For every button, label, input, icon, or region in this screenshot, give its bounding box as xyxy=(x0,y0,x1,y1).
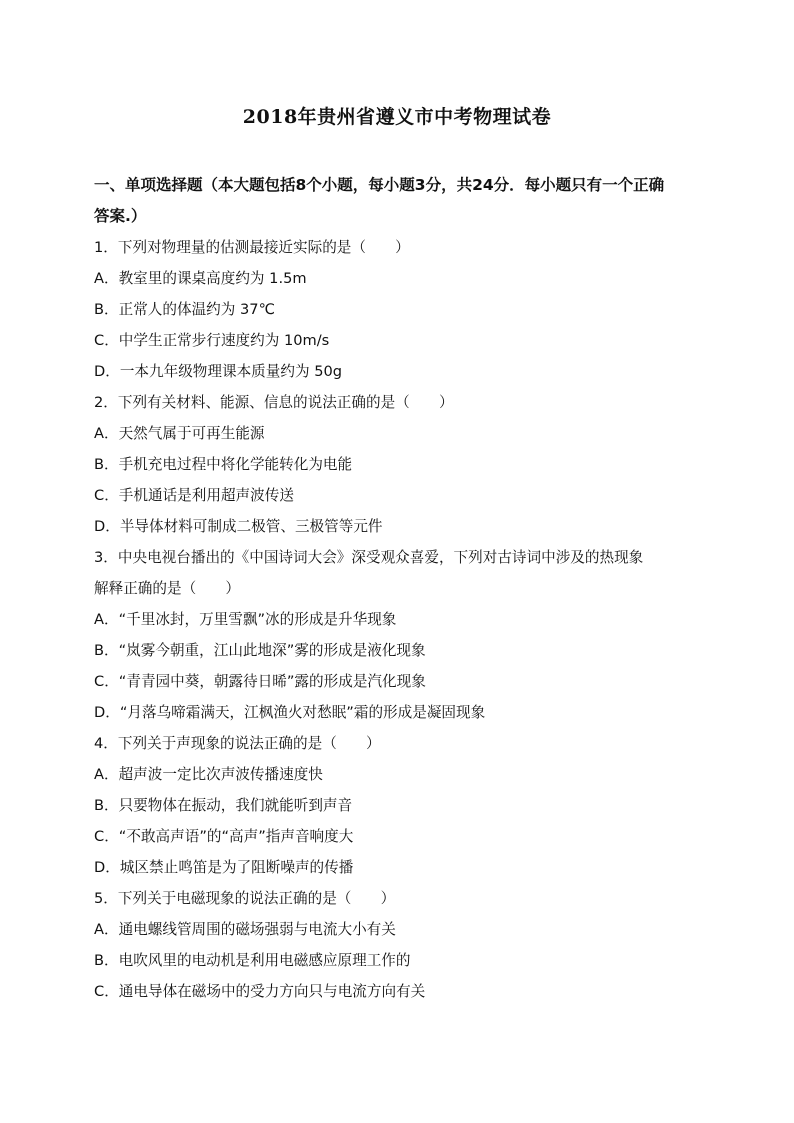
question-3-option-d: D．“月落乌啼霜满天，江枫渔火对愁眠”霜的形成是凝固现象 xyxy=(94,704,486,721)
question-4-option-c: C．“不敢高声语”的“高声”指声音响度大 xyxy=(94,828,354,845)
question-3-option-b: B．“岚雾今朝重，江山此地深”雾的形成是液化现象 xyxy=(94,642,426,659)
question-5-option-a: A．通电螺线管周围的磁场强弱与电流大小有关 xyxy=(94,921,396,938)
question-4-option-d: D．城区禁止鸣笛是为了阻断噪声的传播 xyxy=(94,859,354,876)
question-3-stem-line-1: 3．中央电视台播出的《中国诗词大会》深受观众喜爱，下列对古诗词中涉及的热现象 xyxy=(94,549,644,566)
question-3-stem-line-2: 解释正确的是（ ） xyxy=(94,580,240,597)
question-4-option-b: B．只要物体在振动，我们就能听到声音 xyxy=(94,797,353,814)
question-5-option-b: B．电吹风里的电动机是利用电磁感应原理工作的 xyxy=(94,952,411,969)
question-4-option-a: A．超声波一定比次声波传播速度快 xyxy=(94,766,323,783)
question-2-option-a: A．天然气属于可再生能源 xyxy=(94,425,265,442)
question-2-option-c: C．手机通话是利用超声波传送 xyxy=(94,487,294,504)
question-2-option-b: B．手机充电过程中将化学能转化为电能 xyxy=(94,456,353,473)
section-heading-line-2: 答案.） xyxy=(94,207,147,225)
question-1-option-a: A．教室里的课桌高度约为 1.5m xyxy=(94,270,307,287)
question-list xyxy=(94,232,714,1007)
question-3-option-c: C．“青青园中葵，朝露待日晞”露的形成是汽化现象 xyxy=(94,673,426,690)
question-1-option-d: D．一本九年级物理课本质量约为 50g xyxy=(94,363,343,380)
question-2-stem: 2．下列有关材料、能源、信息的说法正确的是（ ） xyxy=(94,394,454,411)
question-4-stem: 4．下列关于声现象的说法正确的是（ ） xyxy=(94,735,381,752)
question-1-option-b: B．正常人的体温约为 37℃ xyxy=(94,301,275,318)
section-heading xyxy=(94,170,704,232)
question-2-option-d: D．半导体材料可制成二极管、三极管等元件 xyxy=(94,518,383,535)
question-1-stem: 1．下列对物理量的估测最接近实际的是（ ） xyxy=(94,239,410,256)
question-1-option-c: C．中学生正常步行速度约为 10m/s xyxy=(94,332,330,349)
question-5-stem: 5．下列关于电磁现象的说法正确的是（ ） xyxy=(94,890,396,907)
question-5-option-c: C．通电导体在磁场中的受力方向只与电流方向有关 xyxy=(94,983,426,1000)
section-heading-line-1: 一、单项选择题（本大题包括8个小题，每小题3分，共24分．每小题只有一个正确 xyxy=(94,176,665,194)
page-title: 2018年贵州省遵义市中考物理试卷 xyxy=(242,106,552,128)
question-3-option-a: A．“千里冰封，万里雪飘”冰的形成是升华现象 xyxy=(94,611,397,628)
